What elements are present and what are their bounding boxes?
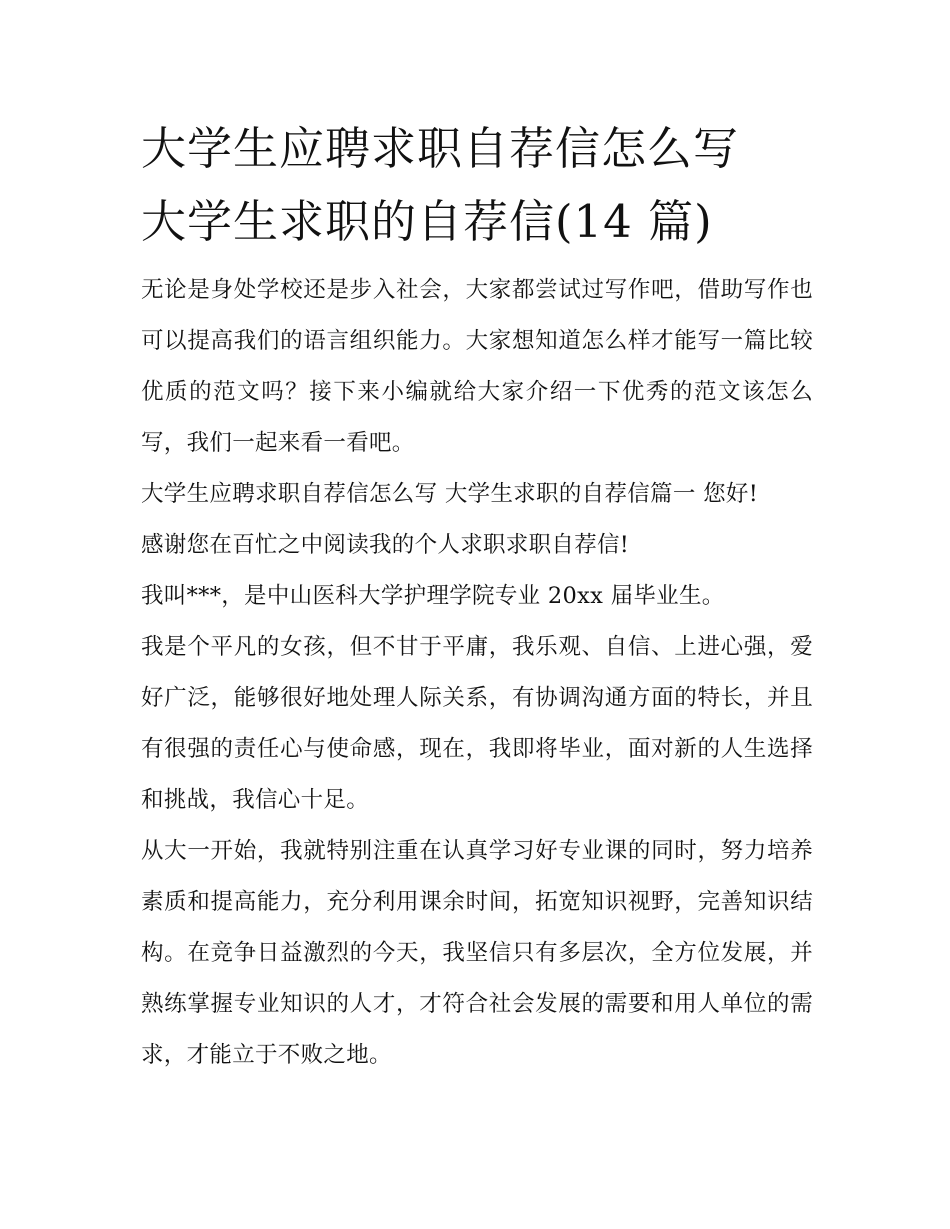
title-line-2: 大学生求职的自荐信(14 篇) (141, 195, 713, 248)
document-content (141, 112, 813, 1081)
thanks-paragraph: 感谢您在百忙之中阅读我的个人求职求职自荐信! (141, 532, 630, 558)
document-title (141, 112, 813, 258)
document-body (141, 265, 813, 1081)
title-line-1: 大学生应聘求职自荐信怎么写 (141, 122, 740, 175)
intro-paragraph: 无论是身处学校还是步入社会，大家都尝试过写作吧，借助写作也可以提高我们的语言组织能力。大家想知道怎么样才能写一篇比较优质的范文吗？接下来小编就给大家介绍一下优秀的范文该怎么写，我们一起来看一看吧。 (141, 277, 813, 456)
study-paragraph: 从大一开始，我就特别注重在认真学习好专业课的同时，努力培养素质和提高能力，充分利用课余时间，拓宽知识视野，完善知识结构。在竞争日益激烈的今天，我坚信只有多层次，全方位发展，并熟练掌握专业知识的人才，才符合社会发展的需要和用人单位的需求，才能立于不败之地。 (141, 838, 813, 1068)
personality-paragraph: 我是个平凡的女孩，但不甘于平庸，我乐观、自信、上进心强，爱好广泛，能够很好地处理人际关系，有协调沟通方面的特长，并且有很强的责任心与使命感，现在，我即将毕业，面对新的人生选择和挑战，我信心十足。 (141, 634, 813, 813)
self-introduction-paragraph: 我叫***，是中山医科大学护理学院专业 20xx 届毕业生。 (141, 583, 725, 609)
letter-heading-paragraph: 大学生应聘求职自荐信怎么写 大学生求职的自荐信篇一 您好! (141, 481, 759, 507)
